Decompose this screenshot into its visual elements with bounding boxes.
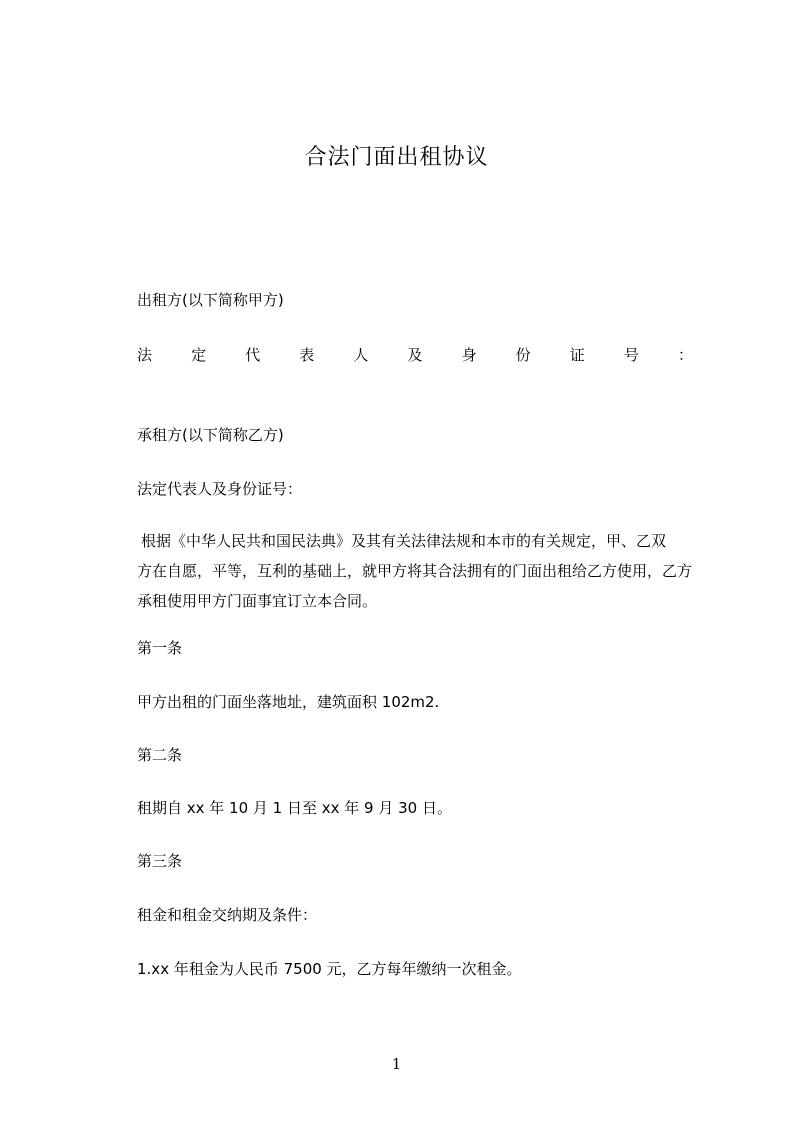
page-number: 1 bbox=[391, 1055, 402, 1073]
lessor-rep-char: 代 bbox=[245, 346, 261, 364]
preamble-line: 承租使用甲方门面事宜订立本合同。 bbox=[137, 592, 378, 610]
lessor-rep-char: 定 bbox=[191, 346, 207, 364]
lessor-rep-char: 表 bbox=[299, 346, 315, 364]
lessor-rep-char: 及 bbox=[407, 346, 423, 364]
document-title: 合法门面出租协议 bbox=[304, 145, 489, 170]
preamble-line: 根据《中华人民共和国民法典》及其有关法律法规和本市的有关规定，甲、乙双 bbox=[141, 532, 667, 550]
lessor-rep-char: 证 bbox=[569, 346, 585, 364]
lessee-line: 承租方(以下简称乙方) bbox=[137, 426, 284, 444]
lessor-representative-line bbox=[137, 345, 693, 365]
article-3-heading: 第三条 bbox=[137, 852, 183, 870]
lessor-rep-char: 身 bbox=[461, 346, 477, 364]
preamble-line: 方在自愿，平等，互利的基础上，就甲方将其合法拥有的门面出租给乙方使用，乙方 bbox=[137, 562, 693, 580]
article-2-heading: 第二条 bbox=[137, 746, 183, 764]
article-3-text: 租金和租金交纳期及条件： bbox=[137, 906, 318, 924]
lessor-rep-char: 号 bbox=[623, 346, 639, 364]
article-2-text: 租期自 xx 年 10 月 1 日至 xx 年 9 月 30 日。 bbox=[137, 799, 452, 817]
lessor-rep-char: ： bbox=[677, 346, 693, 364]
article-1-heading: 第一条 bbox=[137, 639, 183, 657]
article-3-item-1: 1.xx 年租金为人民币 7500 元，乙方每年缴纳一次租金。 bbox=[137, 960, 522, 978]
article-1-text: 甲方出租的门面坐落地址，建筑面积 102m2. bbox=[137, 693, 440, 711]
lessor-rep-char: 份 bbox=[515, 346, 531, 364]
preamble-paragraph bbox=[137, 526, 693, 616]
lessor-rep-char: 人 bbox=[353, 346, 369, 364]
lessor-line: 出租方(以下简称甲方) bbox=[137, 291, 284, 309]
lessor-rep-char: 法 bbox=[137, 346, 153, 364]
lessee-representative-line: 法定代表人及身份证号： bbox=[137, 480, 303, 498]
